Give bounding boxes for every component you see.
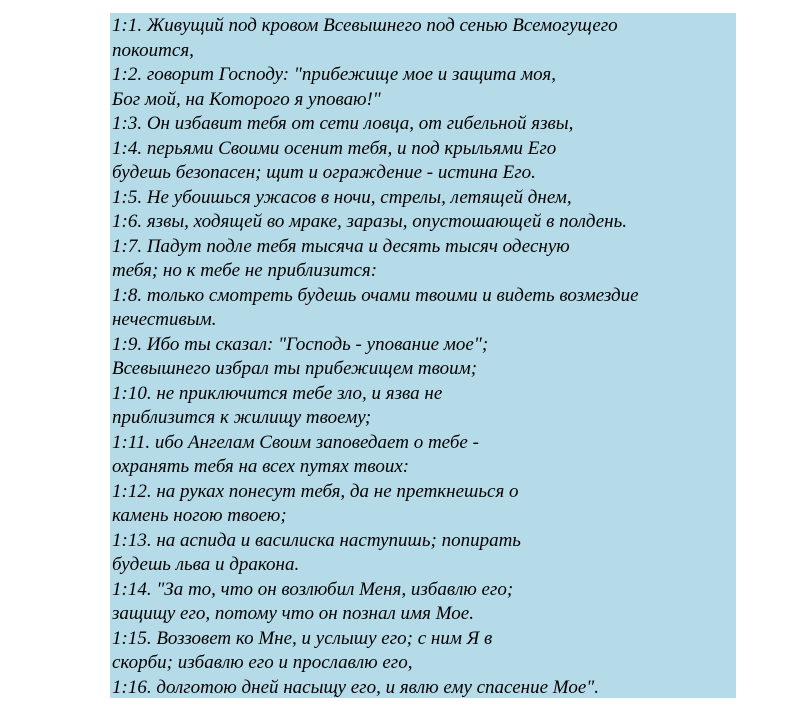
text-line: 1:11. ибо Ангелам Своим заповедает о тебе - [112, 431, 479, 453]
text-line: 1:15. Воззовет ко Мне, и услышу его; с ним Я в [112, 627, 493, 649]
text-line: 1:10. не приключится тебе зло, и язва не [112, 382, 443, 404]
text-line: 1:5. Не убоишься ужасов в ночи, стрелы, летящей днем, [112, 186, 572, 208]
text-line: 1:8. только смотреть будешь очами твоими и видеть возмездие [112, 284, 639, 306]
text-line: приблизится к жилищу твоему; [112, 407, 372, 428]
text-line: 1:14. "За то, что он возлюбил Меня, избавлю его; [112, 578, 514, 600]
text-line: Всевышнего избрал ты прибежищем твоим; [112, 358, 478, 379]
text-line: 1:4. перьями Своими осенит тебя, и под крыльями Его [112, 137, 557, 159]
text-line: тебя; но к тебе не приблизится: [112, 260, 378, 281]
text-line: 1:16. долготою дней насыщу его, и явлю ему спасение Мое". [112, 676, 600, 698]
text-line: скорби; избавлю его и прославлю его, [112, 652, 413, 673]
text-line: охранять тебя на всех путях твоих: [112, 456, 410, 477]
text-line: 1:1. Живущий под кровом Всевышнего под сенью Всемогущего [112, 15, 618, 36]
psalm-text-block [110, 13, 736, 698]
text-line: 1:12. на руках понесут тебя, да не преткнешься о [112, 480, 519, 502]
text-line: 1:13. на аспида и василиска наступишь; попирать [112, 529, 521, 551]
text-line: нечестивым. [112, 309, 217, 330]
text-line: будешь льва и дракона. [112, 554, 300, 575]
text-line: 1:3. Он избавит тебя от сети ловца, от гибельной язвы, [112, 113, 574, 134]
text-line: камень ногою твоею; [112, 505, 287, 526]
text-line: 1:9. Ибо ты сказал: "Господь - упование мое"; [112, 333, 489, 355]
text-line: 1:2. говорит Господу: "прибежище мое и защита моя, [112, 64, 556, 85]
text-line: 1:6. язвы, ходящей во мраке, заразы, опустошающей в полдень. [112, 211, 627, 232]
text-line: покоится, [112, 39, 194, 61]
text-line: будешь безопасен; щит и ограждение - истина Его. [112, 162, 536, 183]
text-line: 1:7. Падут подле тебя тысяча и десять тысяч одесную [112, 235, 570, 257]
text-line: защищу его, потому что он познал имя Мое. [112, 603, 474, 624]
text-line: Бог мой, на Которого я уповаю!" [112, 88, 381, 110]
